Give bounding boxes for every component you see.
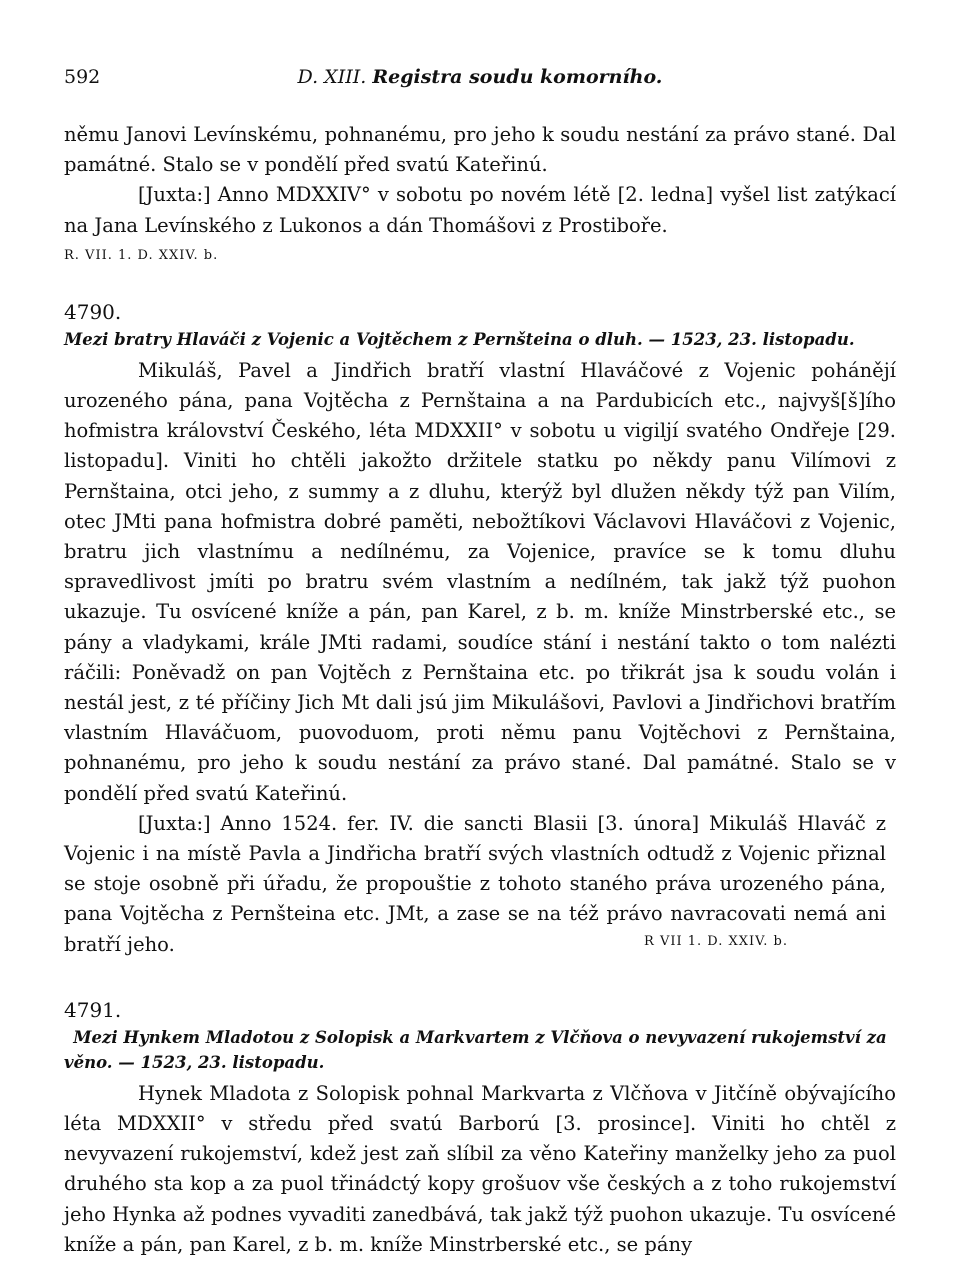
page-number: 592 xyxy=(64,66,101,88)
paragraph: Mikuláš, Pavel a Jindřich bratří vlastní Hlaváčové z Vojenic pohánějí urozeného pána, pana Vojtěcha z Pernštaina a na Pardubicích etc., najvyš[š]ího hofmistra království Českého, léta MDXXII° v sobotu u vigiljí svatého Ondřeje [29. listopadu]. Viniti ho chtěli jakožto držitele statku po někdy panu Vilímovi z Pernštaina, otci jeho, z summy a z dluhu, kterýž byl dlužen někdy týž pan Vilím, otec JMti pana hofmistra dobré paměti, nebožtíkovi Václavovi Hlaváčovi z Vojenic, bratru jich vlastnímu a nedílnému, za Vojenice, pravíce se k tomu dluhu spravedlivost jmíti po bratru svém vlastním a nedílném, tak jakž týž puohon ukazuje. Tu osvícené kníže a pán, pan Karel, z b. m. kníže Minstrberské etc., se pány a vladykami, krále JMti radami, soudíce stání i nestání takto o tom nalézti ráčili: Poněvadž on pan Vojtěch z Pernštaina etc. po třikrát jsa k soudu volán i nestál jest, z té příčiny Jich Mt dali jsú jim Mikulášovi, Pavlovi a Jindřichovi bratřím vlastním Hlaváčuom, puovoduom, proti němu panu Vojtěchovi z Pernštaina, pohnanému, pro jeho k soudu nestání za právo stané. Dal památné. Stalo se v pondělí před svatú Kateřinú. xyxy=(64,358,896,805)
running-title-name: Registra soudu komorního. xyxy=(372,66,663,88)
page-body xyxy=(64,120,896,1260)
entry-summary: Mezi bratry Hlaváči z Vojenic a Vojtěchem z Pernšteina o dluh. — 1523, 23. listopadu. xyxy=(64,329,855,349)
entry-summary: Mezi Hynkem Mladotou z Solopisk a Markvartem z Vlčňova o nevyvazení rukojemství za věno. — 1523, 23. listopadu. xyxy=(64,1027,887,1072)
entry-number: 4790. xyxy=(64,299,122,324)
running-title-section: D. XIII. xyxy=(297,66,367,88)
paragraph: [Juxta:] Anno 1524. fer. IV. die sancti Blasii [3. února] Mikuláš Hlaváč z Vojenic i na místě Pavla a Jindřicha bratří svých vlastních odtudž z Vojenic přiznal se stoje osobně při úřadu, že propouštie z tohoto staného práva urozeného pána, pana Vojtěcha z Pernšteina etc. JMt, a zase se na též právo navracovati nemá ani bratří jeho. xyxy=(64,811,886,956)
paragraph: němu Janovi Levínskému, pohnanému, pro jeho k soudu nestání za právo stané. Dal památné. Stalo se v pondělí před svatú Kateřinú. xyxy=(64,123,896,177)
entry-number: 4791. xyxy=(64,997,122,1022)
paragraph: [Juxta:] Anno MDXXIV° v sobotu po novém létě [2. ledna] vyšel list zatýkací na Jana Levínského z Lukonos a dán Thomášovi z Prostiboře. xyxy=(64,183,896,237)
source-reference: R VII 1. D. XXIV. b. xyxy=(644,933,788,949)
page-header xyxy=(64,66,896,96)
running-title xyxy=(64,66,896,88)
paragraph: Hynek Mladota z Solopisk pohnal Markvarta z Vlčňova v Jitčíně obývajícího léta MDXXII° v středu před svatú Barború [3. prosince]. Viniti ho chtěl z nevyvazení rukojemství, kdež jest zaň slíbil za věno Kateřiny manželky jeho za puol druhého sta kop a za puol třinádctý kopy grošuov vše českých a z toho rukojemství jeho Hynka až podnes vyvaditi zanedbává, tak jakž týž puohon ukazuje. Tu osvícené kníže a pán, pan Karel, z b. m. kníže Minstrberské etc., se pány xyxy=(64,1081,896,1256)
source-reference: R. VII. 1. D. XXIV. b. xyxy=(64,247,219,263)
